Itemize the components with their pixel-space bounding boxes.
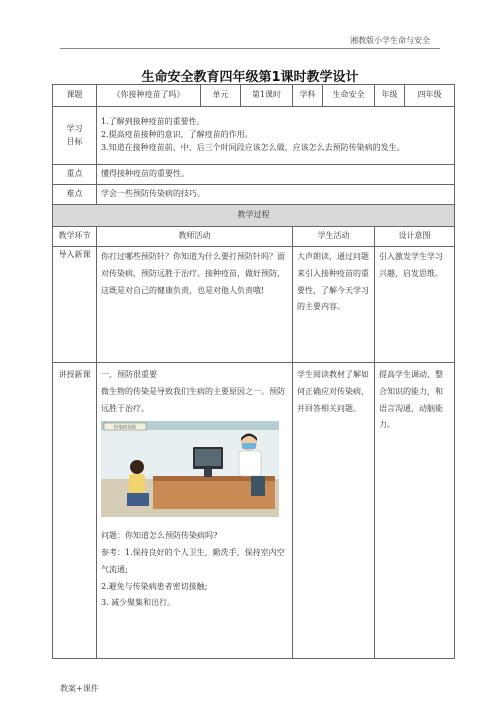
teacher-activity-cell <box>97 363 293 659</box>
objective-item: 2.提高疫苗接种的意识，了解疫苗的作用。 <box>101 130 253 140</box>
student-activity-text: 大声朗读，通过问题来引入接种疫苗的重要性，了解今天学习的主要内容。 <box>297 252 369 312</box>
design-intent-text: 提高学生调动、整合知识的能力，和语言沟通，动脑能力。 <box>379 370 443 430</box>
image-sign-text: 传染病预防 <box>113 425 137 431</box>
subject-value: 生命安全 <box>323 85 375 107</box>
process-row-intro <box>53 247 455 363</box>
teacher-answer-item: 参考：1.保持良好的个人卫生，勤洗手，保持室内空气流通; <box>101 547 285 574</box>
topic-value: 《你接种疫苗了吗》 <box>97 85 201 107</box>
column-header-teacher: 教师活动 <box>97 227 293 247</box>
teacher-answer-item: 2.避免与传染病患者密切接触; <box>101 581 208 591</box>
header-series-text: 湘教版小学生命与安全 <box>350 36 430 45</box>
key-point-text: 懂得接种疫苗的重要性。 <box>97 165 455 185</box>
column-header-stage: 教学环节 <box>53 227 97 247</box>
design-intent-text: 引入激发学生学习兴趣，启发思维。 <box>379 252 443 278</box>
column-header-intent: 设计意图 <box>375 227 455 247</box>
unit-label: 单元 <box>201 85 241 107</box>
teacher-activity-text: 你打过哪些预防针？你知道为什么要打预防针吗？面对传染病，预防远胜于治疗。接种疫苗，做好预防，这既是对自己的健康负责，也是对他人负责哦! <box>101 252 285 295</box>
objectives-label-line1: 学习 <box>66 123 83 133</box>
objectives-row <box>53 107 455 165</box>
grade-value: 四年级 <box>405 85 455 107</box>
process-row-lecture <box>53 363 455 659</box>
objective-item: 3.知道在接种疫苗前、中、后三个时间段应该怎么做，应该怎么去预防传染病的发生。 <box>101 142 405 152</box>
header-divider <box>60 48 440 49</box>
objective-item: 1.了解到接种疫苗的重要性。 <box>101 117 205 127</box>
process-header-row <box>53 205 455 227</box>
clinic-illustration <box>101 421 288 522</box>
student-activity-cell <box>293 247 375 363</box>
difficult-point-text: 学会一些预防传染病的技巧。 <box>97 185 455 205</box>
teacher-answer-item: 3. 减少聚集和出行。 <box>101 598 176 608</box>
topic-label: 课题 <box>53 85 97 107</box>
column-header-student: 学生活动 <box>293 227 375 247</box>
key-point-label: 重点 <box>53 165 97 185</box>
student-activity-text: 学生阅读教材了解如何正确应对传染病，并回答相关问题。 <box>297 370 369 413</box>
design-intent-cell <box>375 247 455 363</box>
unit-value: 第1课时 <box>241 85 293 107</box>
document-title: 生命安全教育四年级第1课时教学设计 <box>141 70 359 85</box>
stage-cell: 讲授新课 <box>53 363 97 659</box>
teacher-activity-cell <box>97 247 293 363</box>
doctor-child-image <box>101 421 279 517</box>
info-row <box>53 85 455 107</box>
teacher-intro: 微生物的传染是导致我们生病的主要原因之一。预防远胜于治疗。 <box>101 386 285 413</box>
difficult-point-label: 难点 <box>53 185 97 205</box>
key-point-row <box>53 165 455 185</box>
grade-label: 年级 <box>375 85 405 107</box>
process-header: 教学过程 <box>53 205 455 227</box>
lesson-plan-table <box>52 84 455 659</box>
teacher-question: 问题：你知道怎么预防传染病吗? <box>101 531 218 541</box>
difficult-point-row <box>53 185 455 205</box>
objectives-label-line2: 目标 <box>66 136 83 146</box>
objectives-content <box>97 107 455 165</box>
student-activity-cell <box>293 363 375 659</box>
design-intent-cell <box>375 363 455 659</box>
subject-label: 学科 <box>293 85 323 107</box>
footer-text: 教案+课件 <box>60 684 99 693</box>
objectives-label <box>53 107 97 165</box>
teacher-heading: 一、预防很重要 <box>101 370 157 379</box>
process-columns-row <box>53 227 455 247</box>
stage-cell: 导入新课 <box>53 247 97 363</box>
